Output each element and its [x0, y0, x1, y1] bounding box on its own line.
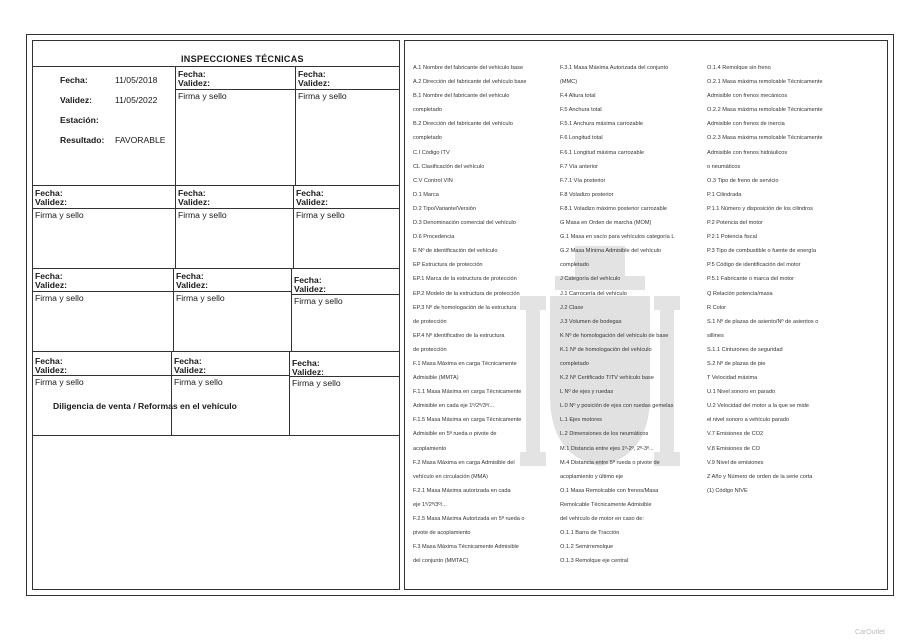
- code-line: O.2.1 Masa máxima remolcable Técnicamente: [707, 79, 823, 86]
- firma-label: Firma y sello: [174, 377, 223, 387]
- code-line: EP.3 Nº de homologación de la estructura: [413, 304, 517, 311]
- fecha-label: Fecha:: [292, 358, 320, 368]
- code-line: EP.4 Nº identificativo de la estructura: [413, 332, 505, 339]
- fecha-label: Fecha:: [176, 271, 204, 281]
- code-line: F.1.5 Masa Máxima en carga Técnicamente: [413, 417, 522, 424]
- code-line: R Color: [707, 304, 726, 311]
- code-line: K Nº de homologación del vehículo de base: [560, 332, 669, 339]
- firma-label: Firma y sello: [35, 210, 84, 220]
- code-line: A.2 Dirección del fabricante del vehículo base: [413, 79, 527, 86]
- code-line: completado: [413, 107, 442, 114]
- code-line: U.2 Velocidad del motor a la que se mide: [707, 403, 809, 410]
- code-line: L.0 Nº y posición de ejes con ruedas gemelas: [560, 403, 674, 410]
- code-line: P.1 Cilindrada: [707, 191, 742, 198]
- firma-label: Firma y sello: [35, 293, 84, 303]
- code-line: V.7 Emisiones de CO2: [707, 431, 764, 438]
- code-line: V.8 Emisiones de CO: [707, 445, 760, 452]
- code-line: F.2.5 Masa Máxima Autorizada en 5ª rueda o: [413, 516, 525, 522]
- code-line: F.5 Anchura total: [560, 107, 602, 114]
- code-line: Q Relación potencia/masa: [707, 290, 773, 297]
- code-line: P.3 Tipo de combustible o fuente de energía: [707, 248, 817, 255]
- fecha-label: Fecha:: [298, 69, 326, 79]
- code-line: F.6.1 Longitud máxima carrozable: [560, 149, 644, 156]
- validez-label: Validez:: [178, 197, 210, 207]
- fecha-label: Fecha:: [35, 188, 63, 198]
- first-inspection-cell: [33, 66, 176, 186]
- validez-label: Validez:: [296, 197, 328, 207]
- code-line: D.2 Tipo/Variante/Versión: [413, 205, 477, 212]
- fecha-label: Fecha:: [296, 188, 324, 198]
- code-line: P.5.1 Fabricante o marca del motor: [707, 276, 794, 283]
- code-line: K.1 Nº de homologación del vehículo: [560, 346, 652, 353]
- code-line: F.5.1 Anchura máxima carrozable: [560, 121, 644, 128]
- fecha-label: Fecha:: [35, 356, 63, 366]
- code-line: S.1 Nº de plazas de asiento/Nº de asientos o: [707, 318, 819, 325]
- code-line: Z Año y Número de orden de la serie corta: [707, 473, 813, 480]
- code-line: O.2.3 Masa máxima remolcable Técnicamente: [707, 135, 823, 142]
- code-line: F.3.1 Masa Máxima Autorizada del conjunto: [560, 65, 669, 71]
- validez-label: Validez:: [35, 365, 67, 375]
- resultado-label: Resultado:: [60, 135, 105, 145]
- code-line: CL Clasificación del vehículo: [413, 163, 485, 170]
- firma-label: Firma y sello: [292, 378, 341, 388]
- code-line: completado: [413, 135, 442, 142]
- code-line: P.1.1 Número y disposición de los cilindros: [707, 205, 813, 212]
- code-line: F.6 Longitud total: [560, 135, 603, 142]
- fecha-label: Fecha:: [174, 356, 202, 366]
- code-line: O.1.4 Remolque sin freno: [707, 65, 771, 71]
- code-line: C.I Código ITV: [413, 149, 450, 156]
- inspection-cell-4-2: [172, 352, 290, 436]
- page-title: INSPECCIONES TÉCNICAS: [181, 54, 304, 64]
- code-line: F.1.1 Masa Máxima en carga Técnicamente: [413, 389, 522, 396]
- code-line: S.1.1 Cinturones de seguridad: [707, 346, 783, 353]
- code-line: sillines: [707, 332, 724, 339]
- estacion-label: Estación:: [60, 115, 99, 125]
- validez-label: Validez:: [298, 78, 330, 88]
- code-line: B.2 Dirección del fabricante del vehículo: [413, 121, 513, 128]
- code-line: de protección: [413, 318, 447, 325]
- validez-value: 11/05/2022: [115, 95, 158, 105]
- code-line: V.9 Nivel de emisiones: [707, 459, 764, 466]
- code-line: P.2.1 Potencia fiscal: [707, 234, 757, 241]
- validez-label: Validez:: [35, 280, 67, 290]
- code-line: T Velocidad máxima: [707, 375, 758, 382]
- inspection-cell-1-2: [176, 66, 296, 186]
- code-line: B.1 Nombre del fabricante del vehículo: [413, 93, 510, 100]
- code-line: G.2 Masa Mínima Admisible del vehículo: [560, 248, 662, 255]
- code-line: completado: [560, 360, 589, 367]
- inspection-cell-3-3: [292, 269, 400, 352]
- code-line: F.7.1 Vía posterior: [560, 177, 606, 184]
- code-line: A.1 Nombre del fabricante del vehículo base: [413, 65, 524, 71]
- code-line: (1) Código NIVE: [707, 487, 748, 494]
- validez-label: Validez:: [60, 95, 92, 105]
- code-line: O.3 Tipo de freno de servicio: [707, 177, 779, 184]
- firma-label: Firma y sello: [178, 210, 227, 220]
- firma-label: Firma y sello: [298, 91, 347, 101]
- code-line: F.3 Masa Máxima Técnicamente Admisible: [413, 544, 519, 551]
- code-line: G Masa en Orden de marcha (MOM): [560, 220, 652, 227]
- code-line: D.3 Denominación comercial del vehículo: [413, 220, 516, 227]
- code-line: U.1 Nivel sonoro en parado: [707, 389, 776, 396]
- inspections-panel: [32, 40, 400, 590]
- code-line: L.2 Dimensiones de los neumáticos: [560, 431, 649, 438]
- inspection-cell-1-3: [296, 66, 400, 186]
- code-line: P.2 Potencia del motor: [707, 220, 763, 227]
- validez-label: Validez:: [294, 284, 326, 294]
- code-line: de protección: [413, 346, 447, 353]
- code-line: G.1 Masa en vacío para vehículos categoría L: [560, 234, 675, 241]
- code-line: M.4 Distancia entre 5ª rueda o pivote de: [560, 459, 660, 466]
- code-line: Admisible en 5ª rueda o pivote de: [413, 431, 497, 438]
- code-line: J.3 Volumen de bodegas: [560, 318, 622, 325]
- code-line: O.1.1 Barra de Tracción: [560, 530, 620, 537]
- code-line: (MMC): [560, 79, 578, 86]
- code-line: F.2 Masa Máxima en carga Admisible del: [413, 459, 515, 466]
- validez-label: Validez:: [176, 280, 208, 290]
- code-line: F.1 Masa Máxima en carga Técnicamente: [413, 360, 517, 367]
- code-line: F.8 Voladizo posterior: [560, 191, 614, 198]
- code-line: M.1 Distancia entre ejes 1º-2º, 2º-3º...: [560, 445, 654, 452]
- code-line: O.1.2 Semirremolque: [560, 544, 614, 551]
- code-line: vehículo en circulación (MMA): [413, 473, 488, 480]
- code-line: F.2.1 Masa Máxima autorizada en cada: [413, 487, 511, 494]
- code-line: Admisible (MMTA): [413, 375, 459, 382]
- code-line: O.1.3 Remolque eje central: [560, 558, 629, 565]
- fecha-label: Fecha:: [178, 188, 206, 198]
- resultado-value: FAVORABLE: [115, 135, 166, 145]
- code-line: o neumáticos: [707, 163, 741, 170]
- inspection-cell-4-1: [33, 352, 172, 436]
- codes-panel: [404, 40, 888, 590]
- firma-label: Firma y sello: [178, 91, 227, 101]
- codes-column-2: [560, 61, 674, 568]
- inspection-cell-4-3: [290, 352, 400, 436]
- inspection-cell-2-3: [294, 186, 400, 269]
- firma-label: Firma y sello: [35, 377, 84, 387]
- code-line: acoplamiento y último eje: [560, 473, 624, 480]
- code-line: K.2 Nº Certificado TITV vehículo base: [560, 375, 654, 382]
- code-line: Admisible con frenos mecánicos: [707, 93, 788, 100]
- code-line: O.2.2 Masa máxima remolcable Técnicamente: [707, 107, 823, 114]
- code-line: pivote de acoplamiento: [413, 530, 471, 537]
- code-line: L Nº de ejes y ruedas: [560, 389, 614, 396]
- code-line: O.1 Masa Remolcable con frenos/Masa: [560, 487, 659, 494]
- code-line: EP.1 Marca de la estructura de protección: [413, 276, 517, 283]
- code-line: F.8.1 Voladizo máximo posterior carrozable: [560, 205, 667, 212]
- code-line: F.7 Vía anterior: [560, 163, 598, 170]
- code-line: del conjunto (MMTAC): [413, 558, 469, 565]
- code-line: el nivel sonoro a vehículo parado: [707, 417, 790, 424]
- inspection-cell-2-2: [176, 186, 294, 269]
- code-line: S.2 Nº de plazas de pie: [707, 360, 766, 367]
- validez-label: Validez:: [174, 365, 206, 375]
- validez-label: Validez:: [292, 367, 324, 377]
- code-line: F.4 Altura total: [560, 93, 596, 100]
- validez-label: Validez:: [35, 197, 67, 207]
- codes-column-3: [707, 61, 823, 498]
- code-line: C.V Control VIN: [413, 177, 453, 184]
- inspection-cell-2-1: [33, 186, 176, 269]
- fecha-label: Fecha:: [35, 271, 63, 281]
- code-line: eje 1º/2º/3º/...: [413, 501, 447, 508]
- code-line: L.1 Ejes motores: [560, 417, 602, 424]
- code-line: J Categoría del vehículo: [560, 276, 621, 283]
- inspection-cell-3-2: [174, 269, 292, 352]
- code-line: acoplamiento: [413, 445, 447, 452]
- code-line: D.6 Procedencia: [413, 234, 455, 241]
- code-line: Remolcable Técnicamente Admisible: [560, 501, 652, 508]
- firma-label: Firma y sello: [294, 296, 343, 306]
- fecha-label: Fecha:: [294, 275, 322, 285]
- code-line: EP.2 Modelo de la estructura de protección: [413, 290, 520, 297]
- code-line: del vehículo de motor en caso de:: [560, 516, 644, 522]
- code-line: Admisible con frenos hidráulicos: [707, 149, 788, 156]
- codes-column-1: [413, 61, 527, 568]
- firma-label: Firma y sello: [176, 293, 225, 303]
- fecha-value: 11/05/2018: [115, 75, 158, 85]
- code-line: J.1 Carrocería del vehículo: [560, 290, 627, 297]
- firma-label: Firma y sello: [296, 210, 345, 220]
- sale-section-title: Diligencia de venta / Reformas en el vehículo: [53, 401, 237, 411]
- watermark-text: CarOutlet: [855, 629, 885, 636]
- fecha-label: Fecha:: [178, 69, 206, 79]
- code-line: completado: [560, 262, 589, 269]
- code-line: D.1 Marca: [413, 191, 439, 198]
- code-line: Admisible con frenos de inercia: [707, 121, 785, 128]
- code-line: P.5 Código de identificación del motor: [707, 262, 801, 269]
- code-line: EP Estructura de protección: [413, 262, 483, 269]
- fecha-label: Fecha:: [60, 75, 88, 85]
- validez-label: Validez:: [178, 78, 210, 88]
- code-line: Admisible en cada eje 1º/2º/3º/...: [413, 403, 495, 410]
- code-line: E Nº de identificación del vehículo: [413, 248, 498, 255]
- code-line: J.2 Clase: [560, 304, 584, 311]
- inspection-cell-3-1: [33, 269, 174, 352]
